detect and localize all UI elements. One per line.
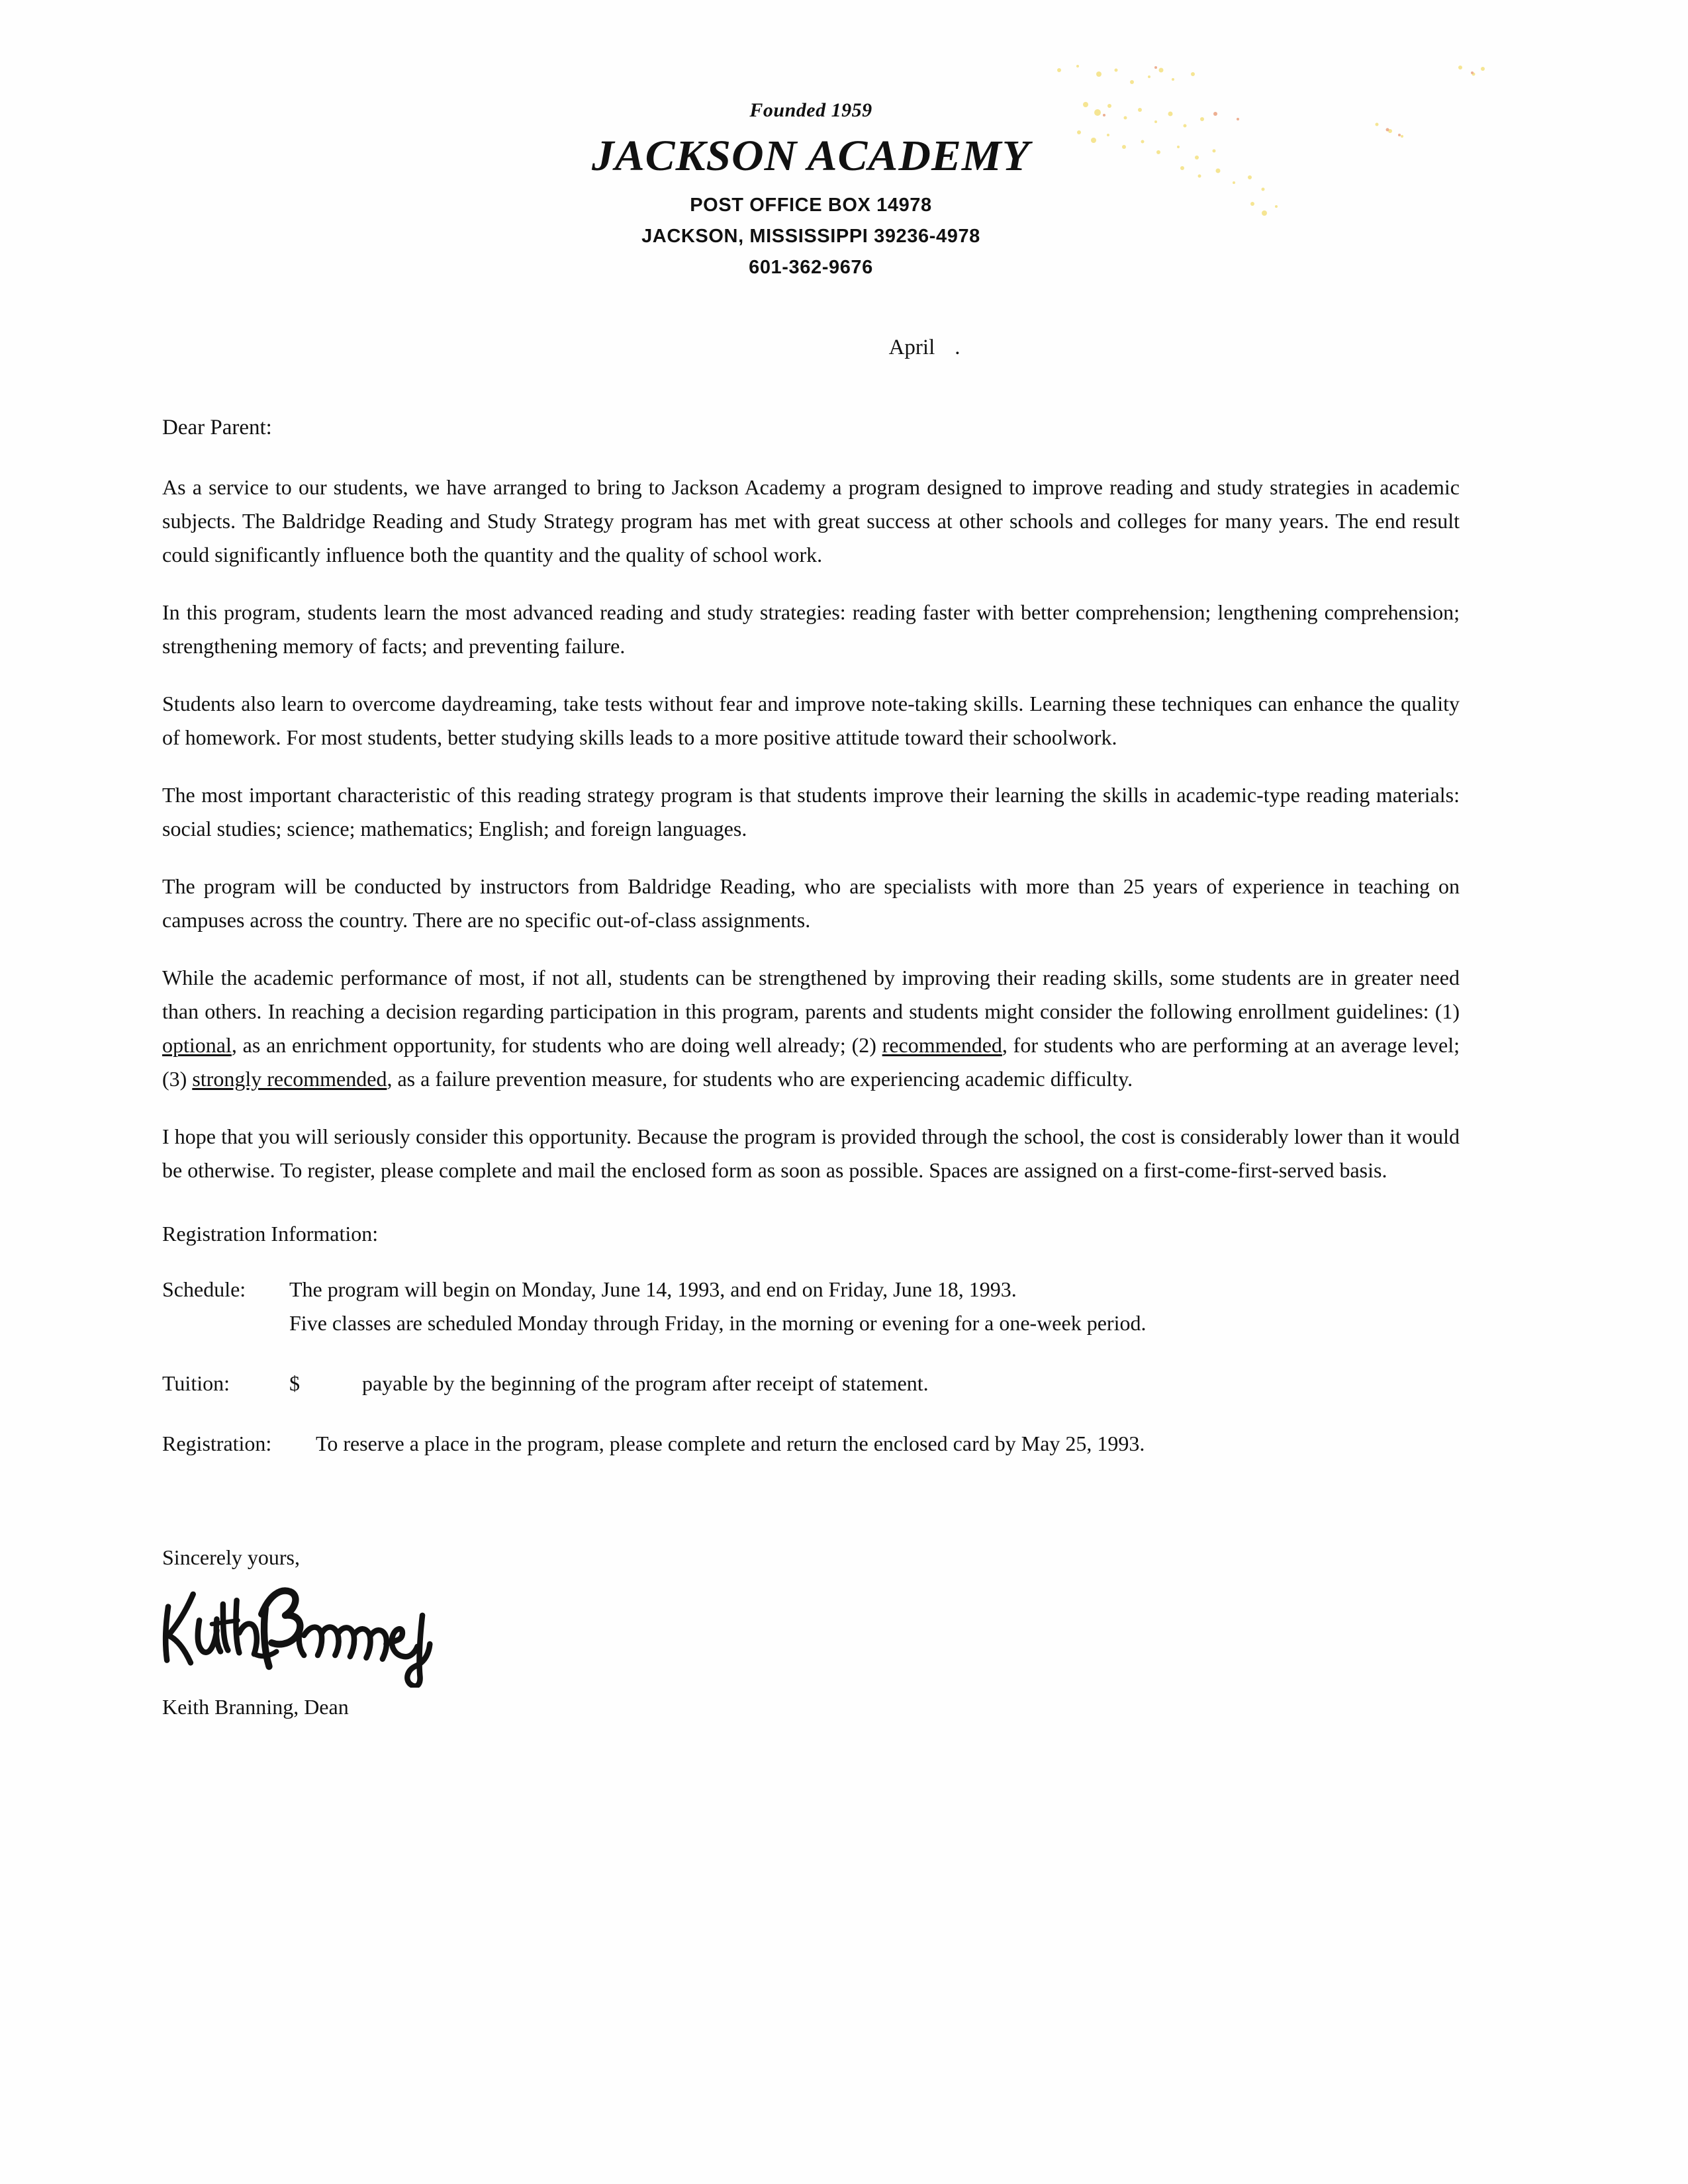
- tuition-label: Tuition:: [162, 1371, 230, 1395]
- signer-name-title: Keith Branning, Dean: [162, 1695, 349, 1719]
- phone-line: 601-362-9676: [749, 257, 873, 278]
- guideline-text-c: , for students who are performing at an average level; (3): [162, 1033, 1460, 1091]
- founded-year: Founded 1959: [749, 99, 872, 121]
- paragraph-closing-appeal: I hope that you will seriously consider this opportunity. Because the program is provided through the school, the cost is considerably lower than it would be otherwise. To register, please complete and mail the enclosed form as soon as possible. Spaces are assigned on a first-come-first-served basis.: [162, 1124, 1460, 1182]
- paragraph-characteristic: The most important characteristic of this reading strategy program is that students improve their learning the skills in academic-type reading materials: social studies; science; mathematics; English; and foreign languages.: [162, 783, 1460, 841]
- letter-closing: [162, 1545, 1460, 1719]
- schedule-value: [289, 1273, 1460, 1340]
- registration-row-schedule: [162, 1273, 1460, 1340]
- guideline-text-a: While the academic performance of most, if not all, students can be strengthened by improving their reading skills, some students are in greater need than others. In reaching a decision regarding participation in this program, parents and students might consider the following enrollment guidelines: (1): [162, 966, 1460, 1023]
- registration-heading: Registration Information:: [162, 1222, 379, 1246]
- schedule-label: Schedule:: [162, 1277, 246, 1301]
- paragraph-daydreaming: Students also learn to overcome daydreaming, take tests without fear and improve note-taking skills. Learning these techniques can enhance the quality of homework. For most students, better studying skills leads to a more positive attitude toward their schoolwork.: [162, 692, 1460, 749]
- tuition-value: [289, 1367, 1460, 1400]
- schedule-dates: The program will begin on Monday, June 14, 1993, and end on Friday, June 18, 1993.: [289, 1277, 1017, 1301]
- tuition-currency-symbol: $: [289, 1371, 300, 1395]
- po-box-line: POST OFFICE BOX 14978: [690, 195, 932, 216]
- guideline-optional: optional: [162, 1033, 232, 1057]
- date-period: .: [955, 336, 961, 359]
- guideline-text-b: , as an enrichment opportunity, for students who are doing well already; (2): [231, 1033, 882, 1057]
- registration-row-tuition: [162, 1367, 1460, 1400]
- city-state-zip-line: JACKSON, MISSISSIPPI 39236-4978: [641, 226, 980, 247]
- salutation: Dear Parent:: [162, 416, 272, 439]
- signature-image: [158, 1582, 507, 1688]
- paragraph-enrollment-guidelines: [162, 961, 1460, 1096]
- date-line: [162, 336, 1460, 360]
- valediction: Sincerely yours,: [162, 1545, 300, 1569]
- guideline-strongly-recommended: strongly recommended: [192, 1067, 387, 1091]
- letter-body: [162, 99, 1460, 1719]
- schedule-classes: Five classes are scheduled Monday through Friday, in the morning or evening for a one-week period.: [289, 1311, 1147, 1335]
- letterhead: [162, 99, 1460, 279]
- paragraph-service-intro: As a service to our students, we have arranged to bring to Jackson Academy a program designed to improve reading and study strategies in academic subjects. The Baldridge Reading and Study Strategy program has met with great success at other schools and colleges for many years. The end result could significantly influence both the quantity and the quality of school work.: [162, 475, 1460, 567]
- tuition-terms: payable by the beginning of the program after receipt of statement.: [362, 1371, 929, 1395]
- registration-row-registration: [162, 1427, 1460, 1461]
- registration-information: [162, 1222, 1460, 1461]
- guideline-recommended: recommended: [882, 1033, 1002, 1057]
- registration-value: To reserve a place in the program, please complete and return the enclosed card by May 25, 1993.: [316, 1432, 1145, 1455]
- school-name: JACKSON ACADEMY: [592, 132, 1030, 180]
- body-copy: [162, 471, 1460, 1187]
- paragraph-strategies: In this program, students learn the most advanced reading and study strategies: reading faster with better comprehension; lengthening comprehension; strengthening memory of facts; and preventing failure.: [162, 600, 1460, 658]
- date-month: April: [888, 336, 935, 359]
- paragraph-instructors: The program will be conducted by instructors from Baldridge Reading, who are specialists with more than 25 years of experience in teaching on campuses across the country. There are no specific out-of-class assignments.: [162, 874, 1460, 932]
- registration-label: Registration:: [162, 1432, 272, 1455]
- guideline-text-d: , as a failure prevention measure, for students who are experiencing academic difficulty.: [387, 1067, 1133, 1091]
